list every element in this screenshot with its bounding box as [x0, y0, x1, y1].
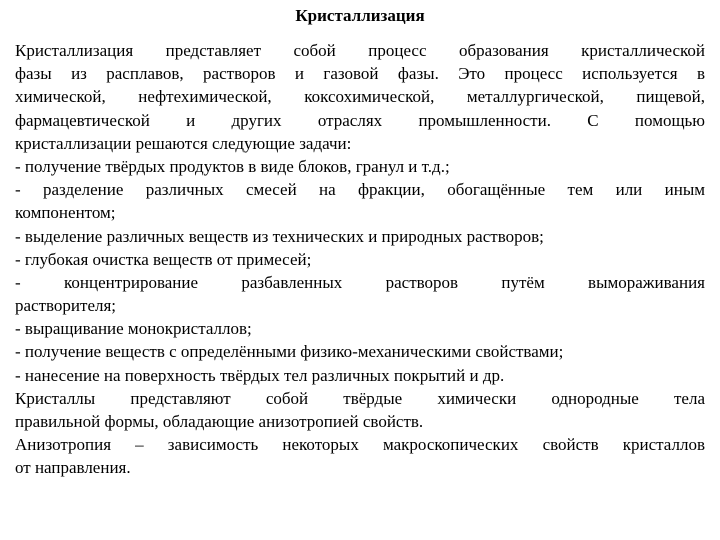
- text-line: Анизотропия – зависимость некоторых макроскопических свойств кристаллов: [15, 435, 705, 455]
- text-line: кристаллизации решаются следующие задачи:: [15, 133, 352, 153]
- text-line: - концентрирование разбавленных растворов путём вымораживания: [15, 272, 705, 292]
- text-line: Кристаллизация представляет собой процесс образования кристаллической: [15, 41, 705, 60]
- text-line: от направления.: [15, 458, 131, 478]
- text-line: - выращивание монокристаллов;: [15, 319, 252, 339]
- body-text: [15, 39, 705, 480]
- text-line: - глубокая очистка веществ от примесей;: [15, 249, 312, 269]
- text-line: - разделение различных смесей на фракции, обогащённые тем или иным: [15, 180, 705, 200]
- text-line: - получение твёрдых продуктов в виде блоков, гранул и т.д.;: [15, 156, 450, 176]
- text-line: - нанесение на поверхность твёрдых тел различных покрытий и др.: [15, 365, 505, 385]
- text-line: - выделение различных веществ из технических и природных растворов;: [15, 226, 544, 246]
- text-line: Кристаллы представляют собой твёрдые химически однородные тела: [15, 388, 705, 408]
- text-line: компонентом;: [15, 203, 116, 223]
- page-title: Кристаллизация: [295, 6, 425, 25]
- text-line: растворителя;: [15, 296, 117, 316]
- text-line: фазы из расплавов, растворов и газовой фазы. Это процесс используется в: [15, 64, 705, 84]
- text-line: химической, нефтехимической, коксохимической, металлургической, пищевой,: [15, 87, 705, 107]
- text-line: правильной формы, обладающие анизотропией свойств.: [15, 412, 424, 431]
- text-line: - получение веществ с определёнными физико-механическими свойствами;: [15, 342, 564, 362]
- text-line: фармацевтической и других отраслях промышленности. С помощью: [15, 110, 705, 130]
